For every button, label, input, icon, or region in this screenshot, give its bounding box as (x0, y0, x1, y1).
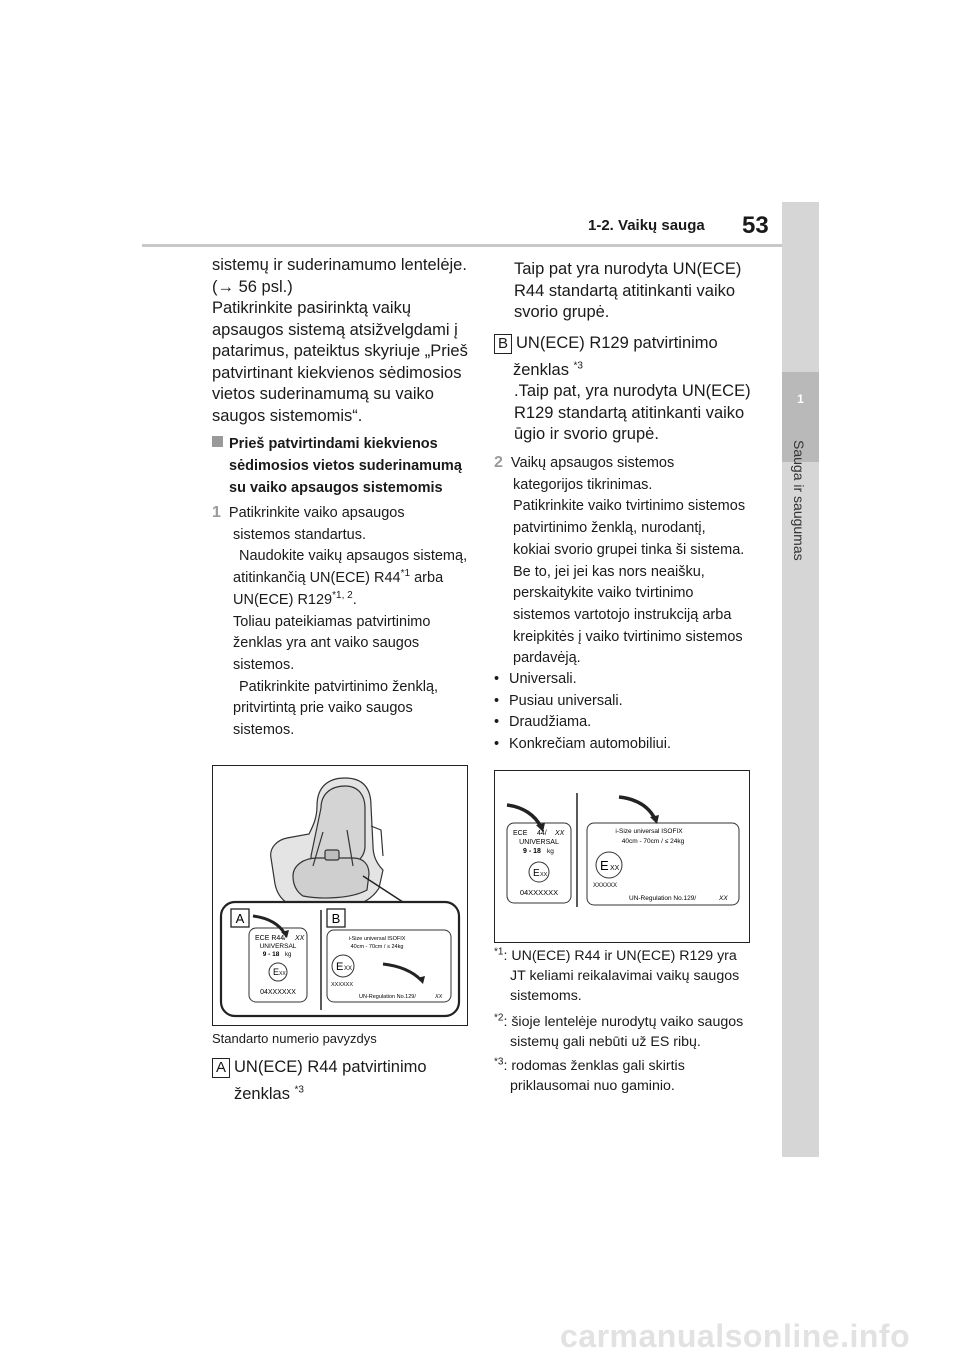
svg-text:E: E (273, 967, 280, 977)
svg-text:E: E (600, 858, 609, 873)
right-continuation: Taip pat yra nurodyta UN(ECE) R44 standartą atitinkanti vaiko svorio grupė. (514, 260, 742, 321)
svg-text:UNIVERSAL: UNIVERSAL (259, 943, 297, 950)
heading-square-icon (212, 436, 223, 447)
svg-text:E: E (533, 868, 540, 879)
item-b: B UN(ECE) R129 patvirtinimo ženklas $^{*3}$ (494, 330, 718, 384)
child-seat-figure (212, 765, 468, 1026)
step-2: 2 Vaikų apsaugos sistemos kategorijos tikrinimas. Patikrinkite vaiko tvirtinimo sistemos patvirtinimo ženklą, nurodantį, kokiai svorio grupei tinka ši sistema. Be to, jei jei kas nors neaišku, perskaitykite vaiko tvirtinimo sistemos vartotojo instrukciją arba kreipkitės į vaiko tvirtinimo sistemos pardavėją. (494, 454, 746, 667)
item-a: A UN(ECE) R44 patvirtinimo ženklas $^{*3}$ (212, 1054, 427, 1108)
svg-text:9 - 18: 9 - 18 (262, 951, 280, 958)
intro-line: sistemų ir suderinamumo lentelėje. (212, 256, 467, 274)
chapter-name: Sauga ir saugumas (791, 440, 807, 561)
list-item: • Draudžiama. (494, 714, 592, 731)
svg-text:XXXXXX: XXXXXX (331, 982, 354, 988)
section-title: 1-2. Vaikų sauga (588, 217, 705, 234)
svg-text:i-Size universal ISOFIX: i-Size universal ISOFIX (348, 936, 406, 942)
footnote-3: $^{*3}$: rodomas ženklas gali skirtis priklausomai nuo gaminio. (494, 1056, 685, 1094)
svg-text:kg: kg (547, 848, 554, 855)
list-item: • Konkrečiam automobiliui. (494, 736, 671, 753)
svg-text:44/: 44/ (537, 830, 547, 837)
figure-letter-a: A (235, 911, 245, 926)
step-number: 2 (494, 454, 503, 471)
intro-paragraph (212, 255, 468, 427)
svg-text:XX: XX (610, 865, 620, 872)
svg-text:UN-Regulation No.129/: UN-Regulation No.129/ (629, 895, 697, 902)
svg-text:40cm - 70cm / ≤ 24kg: 40cm - 70cm / ≤ 24kg (621, 838, 685, 845)
chapter-number: 1 (797, 392, 804, 406)
footnote-1: $^{*1}$: UN(ECE) R44 ir UN(ECE) R129 yra JT keliami reikalavimai vaikų saugos sistemoms. (494, 946, 740, 1004)
list-item: • Universali. (494, 671, 577, 687)
step-1: 1 Patikrinkite vaiko apsaugos sistemos standartus. Naudokite vaikų apsaugos sistemą, atitinkančią UN(ECE) R44$^{*1}$ arba UN(ECE) R129$^{*1, 2}$. Toliau pateikiamas patvirtinimo ženklas yra ant vaiko saugos sistemos. Patikrinkite patvirtinimo ženklą, pritvirtintą prie vaiko saugos sistemos. (212, 504, 468, 739)
svg-text:04XXXXXX: 04XXXXXX (260, 989, 296, 996)
svg-text:XX: XX (344, 966, 353, 972)
watermark: carmanualsonline.info (560, 1318, 911, 1354)
intro-line: patarimus, pateiktus skyriuje „Prieš (212, 342, 468, 360)
approval-labels-illustration (495, 771, 749, 942)
child-seat-illustration (213, 766, 467, 1025)
figure-caption: Standarto numerio pavyzdys (212, 1031, 377, 1046)
item-letter-b: B (494, 334, 512, 354)
svg-text:XXXXXX: XXXXXX (593, 883, 618, 889)
svg-text:XX: XX (555, 830, 565, 837)
item-letter-a: A (212, 1058, 230, 1078)
list-item: • Pusiau universali. (494, 692, 623, 709)
figure-letter-b: B (331, 911, 341, 926)
svg-text:XX: XX (719, 895, 728, 902)
intro-line: vietos suderinamumą su vaiko (212, 385, 434, 403)
page-number: 53 (742, 212, 769, 239)
svg-text:XX: XX (279, 971, 286, 977)
svg-text:40cm - 70cm / ≤ 24kg: 40cm - 70cm / ≤ 24kg (350, 944, 404, 950)
side-tab (782, 202, 819, 1157)
child-seat-icon (271, 778, 383, 911)
approval-labels-figure (494, 770, 750, 943)
intro-line: apsaugos sistemą atsižvelgdami į (212, 320, 458, 339)
svg-text:kg: kg (285, 952, 292, 958)
intro-line: saugos sistemomis“. (212, 406, 363, 425)
step-number: 1 (212, 504, 221, 521)
svg-text:XX: XX (295, 935, 305, 942)
intro-line: Patikrinkite pasirinktą vaikų (212, 299, 411, 317)
svg-text:XX: XX (435, 994, 443, 1000)
svg-text:i-Size universal ISOFIX: i-Size universal ISOFIX (615, 828, 683, 835)
svg-text:UNIVERSAL: UNIVERSAL (519, 839, 559, 846)
svg-text:ECE R44/: ECE R44/ (255, 935, 287, 942)
svg-text:XX: XX (540, 872, 548, 878)
svg-text:E: E (336, 961, 344, 973)
arrow-icon (619, 797, 655, 819)
intro-line: patvirtinant kiekvienos sėdimosios (212, 363, 462, 382)
header-rule (142, 244, 782, 247)
item-b-text: .Taip pat, yra nurodyta UN(ECE) R129 standartą atitinkanti vaiko ūgio ir svorio grupė. (514, 382, 751, 443)
svg-text:UN-Regulation No.129/: UN-Regulation No.129/ (359, 994, 416, 1000)
section-heading: Prieš patvirtindami kiekvienos sėdimosios vietos suderinamumą su vaiko apsaugos sistemomis (212, 433, 462, 499)
svg-text:9 - 18: 9 - 18 (523, 848, 541, 855)
svg-text:ECE: ECE (513, 830, 528, 837)
footnote-2: $^{*2}$: šioje lentelėje nurodytų vaiko saugos sistemų gali nebūti už ES ribų. (494, 1012, 744, 1050)
intro-line: (→ 56 psl.) (212, 277, 293, 296)
category-list (494, 669, 671, 756)
svg-text:04XXXXXX: 04XXXXXX (519, 888, 559, 897)
